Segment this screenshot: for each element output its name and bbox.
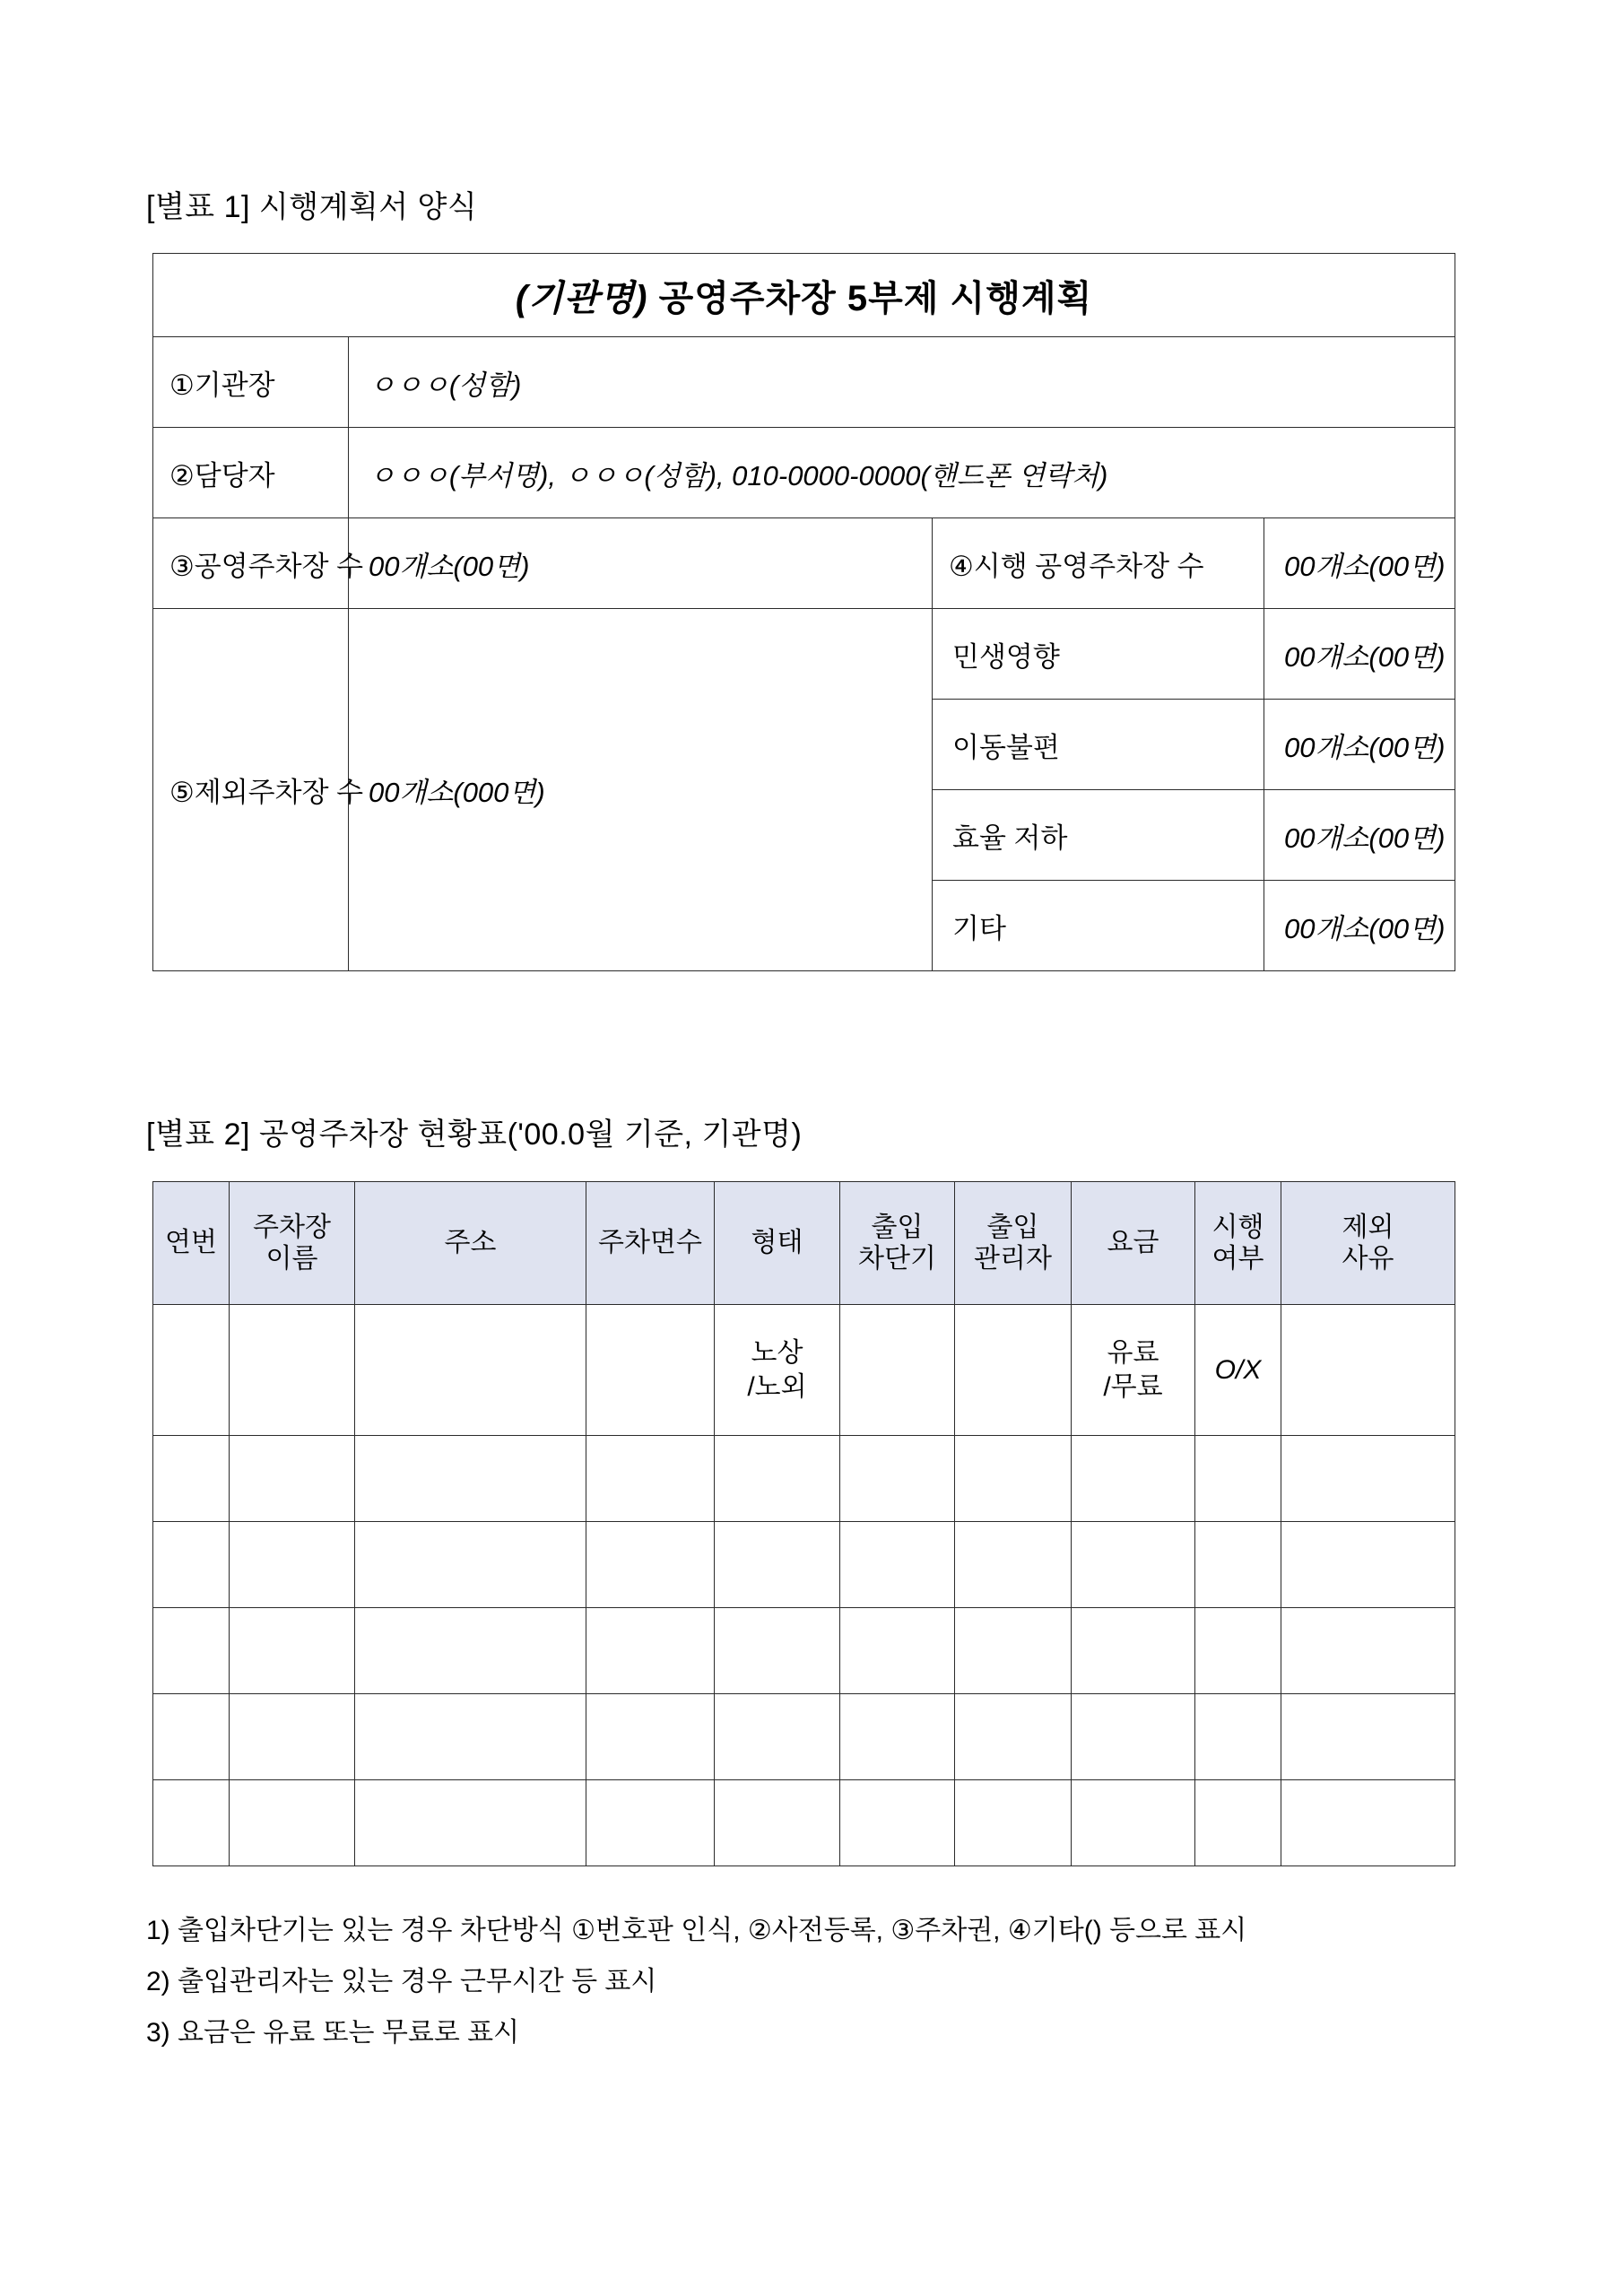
column-header-fee [1072, 1182, 1195, 1305]
value-implemented-parking-count: 00개소(00면) [1264, 518, 1455, 609]
column-header-parking-lot-name [230, 1182, 355, 1305]
column-header-space-count-line1: 주차면수 [598, 1228, 702, 1258]
plan-table-title [153, 254, 1455, 337]
plan-table-title-org: (기관명) [515, 278, 648, 318]
cell-implementation-status [1195, 1608, 1281, 1694]
cell-entry-manager [955, 1780, 1072, 1866]
cell-fee [1072, 1436, 1195, 1522]
cell-space-count [586, 1522, 715, 1608]
table-row [153, 1522, 1455, 1608]
table-row [153, 1780, 1455, 1866]
footnote-entry-manager: 2) 출입관리자는 있는 경우 근무시간 등 표시 [146, 1967, 657, 1996]
cell-implementation-status [1195, 1436, 1281, 1522]
cell-exclusion-reason [1281, 1694, 1455, 1780]
cell-implementation-status [1195, 1522, 1281, 1608]
cell-exclusion-reason [1281, 1608, 1455, 1694]
cell-serial-number [153, 1780, 230, 1866]
column-header-type-line1: 형태 [751, 1228, 803, 1258]
label-implemented-parking-count: ④시행 공영주차장 수 [933, 518, 1264, 609]
column-header-exclusion-reason-line2: 사유 [1342, 1244, 1394, 1274]
label-public-parking-count: ③공영주차장 수 [153, 518, 349, 609]
value-reason-mobility-inconvenience: 00개소(00면) [1264, 700, 1455, 790]
cell-implementation-status: O/X [1195, 1305, 1281, 1436]
label-reason-other: 기타 [933, 881, 1264, 971]
value-public-parking-count: 00개소(00면) [349, 518, 933, 609]
cell-serial-number [153, 1436, 230, 1522]
cell-implementation-status [1195, 1694, 1281, 1780]
table-row [153, 1305, 1455, 1436]
footnote-entry-barrier: 1) 출입차단기는 있는 경우 차단방식 ①번호판 인식, ②사전등록, ③주차권, ④기타() 등으로 표시 [146, 1916, 1247, 1945]
value-reason-efficiency-drop: 00개소(00면) [1264, 790, 1455, 881]
cell-entry-barrier [840, 1436, 955, 1522]
value-contact-person: ㅇㅇㅇ(부서명), ㅇㅇㅇ(성함), 010-0000-0000(핸드폰 연락처) [349, 428, 1455, 518]
cell-serial-number [153, 1305, 230, 1436]
cell-implementation-status [1195, 1780, 1281, 1866]
cell-address [355, 1694, 586, 1780]
status-table-header-row [153, 1182, 1455, 1305]
column-header-entry-barrier-line2: 차단기 [858, 1244, 936, 1274]
column-header-exclusion-reason [1281, 1182, 1455, 1305]
cell-parking-lot-name [230, 1780, 355, 1866]
label-reason-mobility-inconvenience: 이동불편 [933, 700, 1264, 790]
cell-space-count [586, 1694, 715, 1780]
cell-type [715, 1694, 840, 1780]
column-header-address [355, 1182, 586, 1305]
cell-fee [1072, 1522, 1195, 1608]
cell-address [355, 1522, 586, 1608]
cell-exclusion-reason [1281, 1522, 1455, 1608]
table-row [153, 1436, 1455, 1522]
label-head-of-institution: ①기관장 [153, 337, 349, 428]
column-header-address-line1: 주소 [444, 1228, 497, 1258]
table-row-excluded-reason-1 [153, 609, 1455, 700]
table-row-contact-person [153, 428, 1455, 518]
cell-type-line1: 노상 [751, 1338, 803, 1368]
cell-type [715, 1305, 840, 1436]
cell-fee [1072, 1694, 1195, 1780]
column-header-parking-lot-name-line2: 이름 [265, 1244, 318, 1274]
footnote-fee: 3) 요금은 유료 또는 무료로 표시 [146, 2018, 520, 2048]
footnote-list [146, 1918, 1491, 2071]
column-header-space-count [586, 1182, 715, 1305]
column-header-entry-barrier [840, 1182, 955, 1305]
cell-space-count [586, 1305, 715, 1436]
plan-table-title-row [153, 254, 1455, 337]
cell-entry-barrier [840, 1694, 955, 1780]
cell-serial-number [153, 1608, 230, 1694]
cell-fee-line2: /무료 [1103, 1371, 1163, 1402]
cell-space-count [586, 1436, 715, 1522]
label-reason-livelihood-impact: 민생영향 [933, 609, 1264, 700]
cell-type [715, 1522, 840, 1608]
table-row [153, 1608, 1455, 1694]
cell-entry-manager [955, 1436, 1072, 1522]
column-header-type [715, 1182, 840, 1305]
cell-type-line2: /노외 [747, 1371, 807, 1402]
cell-exclusion-reason [1281, 1436, 1455, 1522]
cell-serial-number [153, 1694, 230, 1780]
cell-fee-line1: 유료 [1107, 1338, 1159, 1368]
label-contact-person: ②담당자 [153, 428, 349, 518]
cell-address [355, 1608, 586, 1694]
column-header-entry-barrier-line1: 출입 [871, 1212, 924, 1242]
value-reason-livelihood-impact: 00개소(00면) [1264, 609, 1455, 700]
column-header-parking-lot-name-line1: 주차장 [253, 1212, 331, 1242]
value-head-of-institution: ㅇㅇㅇ(성함) [349, 337, 1455, 428]
table-row-public-parking-count [153, 518, 1455, 609]
cell-fee [1072, 1305, 1195, 1436]
section-heading-byeolpyo-2: [별표 2] 공영주차장 현황표('00.0월 기준, 기관명) [146, 1118, 803, 1152]
cell-entry-barrier [840, 1305, 955, 1436]
cell-fee [1072, 1780, 1195, 1866]
value-reason-other: 00개소(00면) [1264, 881, 1455, 971]
value-excluded-parking-count: 00개소(000면) [349, 609, 933, 971]
label-excluded-parking-count: ⑤제외주차장 수 [153, 609, 349, 971]
cell-address [355, 1436, 586, 1522]
cell-serial-number [153, 1522, 230, 1608]
cell-entry-manager [955, 1694, 1072, 1780]
column-header-exclusion-reason-line1: 제외 [1342, 1212, 1394, 1242]
column-header-entry-manager-line1: 출입 [986, 1212, 1039, 1242]
cell-exclusion-reason [1281, 1780, 1455, 1866]
cell-entry-manager [955, 1608, 1072, 1694]
implementation-plan-table [152, 253, 1455, 971]
column-header-implementation-status-line1: 시행 [1211, 1212, 1264, 1242]
plan-table-title-rest: 공영주차장 5부제 시행계획 [647, 278, 1093, 318]
column-header-serial-number-line1: 연번 [165, 1228, 217, 1258]
column-header-entry-manager-line2: 관리자 [974, 1244, 1052, 1274]
table-row [153, 1694, 1455, 1780]
column-header-implementation-status-line2: 여부 [1211, 1244, 1264, 1274]
table-row-head-of-institution [153, 337, 1455, 428]
section-heading-byeolpyo-1: [별표 1] 시행계획서 양식 [146, 190, 478, 224]
column-header-serial-number [153, 1182, 230, 1305]
column-header-entry-manager [955, 1182, 1072, 1305]
cell-parking-lot-name [230, 1608, 355, 1694]
cell-parking-lot-name [230, 1305, 355, 1436]
cell-type [715, 1608, 840, 1694]
cell-address [355, 1305, 586, 1436]
cell-type [715, 1780, 840, 1866]
parking-status-table [152, 1181, 1455, 1866]
cell-parking-lot-name [230, 1694, 355, 1780]
cell-space-count [586, 1780, 715, 1866]
cell-entry-barrier [840, 1780, 955, 1866]
cell-space-count [586, 1608, 715, 1694]
label-reason-efficiency-drop: 효율 저하 [933, 790, 1264, 881]
column-header-implementation-status [1195, 1182, 1281, 1305]
cell-type [715, 1436, 840, 1522]
cell-address [355, 1780, 586, 1866]
cell-parking-lot-name [230, 1522, 355, 1608]
cell-fee [1072, 1608, 1195, 1694]
cell-exclusion-reason [1281, 1305, 1455, 1436]
cell-entry-barrier [840, 1608, 955, 1694]
cell-entry-barrier [840, 1522, 955, 1608]
column-header-fee-line1: 요금 [1107, 1228, 1159, 1258]
cell-entry-manager [955, 1305, 1072, 1436]
cell-entry-manager [955, 1522, 1072, 1608]
cell-parking-lot-name [230, 1436, 355, 1522]
